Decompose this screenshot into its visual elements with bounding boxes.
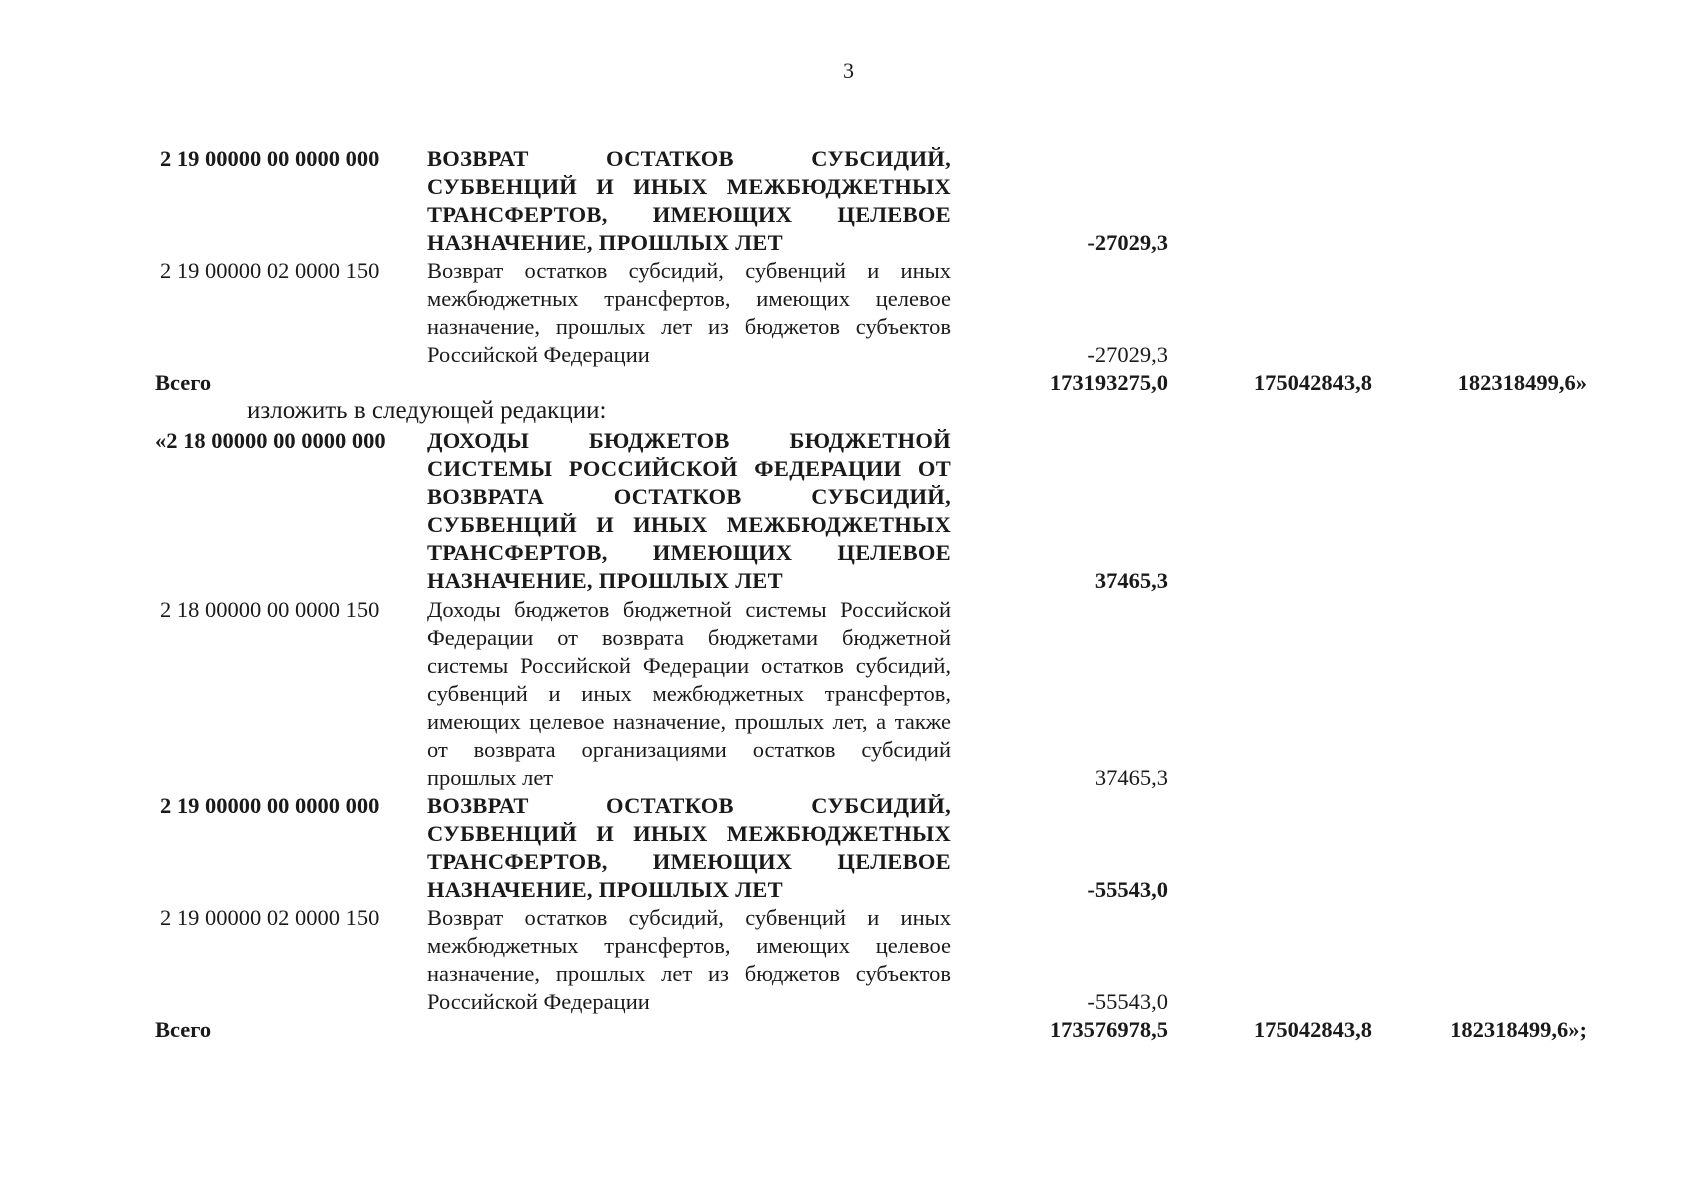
row-value: -55543,0 [1087, 989, 1168, 1014]
total-value-2: 175042843,8 [1253, 1017, 1372, 1042]
row-code: «2 18 00000 00 0000 000 [155, 428, 386, 453]
total-value-1: 173193275,0 [1049, 370, 1168, 395]
row-code: 2 19 00000 00 0000 000 [160, 146, 380, 171]
row-name: Доходы бюджетов бюджетной системы Российской Федерации от возврата бюджетами бюджетной системы Российской Федерации остатков субсидий, субвенций и иных межбюджетных трансфертов, имеющих целевое назначение, прошлых лет, а также от возврата организациями остатков субсидий прошлых лет [427, 597, 951, 790]
total-value-3: 182318499,6»; [1450, 1017, 1587, 1042]
row-name: Возврат остатков субсидий, субвенций и иных межбюджетных трансфертов, имеющих целевое назначение, прошлых лет из бюджетов субъектов Российской Федерации [427, 258, 951, 367]
page-number: 3 [843, 58, 854, 83]
row-code: 2 19 00000 02 0000 150 [160, 258, 380, 283]
row-name: ДОХОДЫ БЮДЖЕТОВ БЮДЖЕТНОЙ СИСТЕМЫ РОССИЙСКОЙ ФЕДЕРАЦИИ ОТ ВОЗВРАТА ОСТАТКОВ СУБСИДИЙ, СУБВЕНЦИЙ И ИНЫХ МЕЖБЮДЖЕТНЫХ ТРАНСФЕРТОВ, ИМЕЮЩИХ ЦЕЛЕВОЕ НАЗНАЧЕНИЕ, ПРОШЛЫХ ЛЕТ [427, 428, 951, 593]
total-label: Всего [155, 370, 212, 395]
row-value: -27029,3 [1087, 230, 1168, 255]
row-name: ВОЗВРАТ ОСТАТКОВ СУБСИДИЙ, СУБВЕНЦИЙ И ИНЫХ МЕЖБЮДЖЕТНЫХ ТРАНСФЕРТОВ, ИМЕЮЩИХ ЦЕЛЕВОЕ НАЗНАЧЕНИЕ, ПРОШЛЫХ ЛЕТ [427, 793, 951, 902]
row-value: -27029,3 [1087, 342, 1168, 367]
row-value: 37465,3 [1094, 568, 1168, 593]
row-value: -55543,0 [1087, 877, 1168, 902]
intro-text: изложить в следующей редакции: [247, 397, 607, 424]
row-name: ВОЗВРАТ ОСТАТКОВ СУБСИДИЙ, СУБВЕНЦИЙ И ИНЫХ МЕЖБЮДЖЕТНЫХ ТРАНСФЕРТОВ, ИМЕЮЩИХ ЦЕЛЕВОЕ НАЗНАЧЕНИЕ, ПРОШЛЫХ ЛЕТ [427, 146, 951, 255]
total-value-1: 173576978,5 [1049, 1017, 1168, 1042]
total-label: Всего [155, 1017, 212, 1042]
row-name: Возврат остатков субсидий, субвенций и иных межбюджетных трансфертов, имеющих целевое назначение, прошлых лет из бюджетов субъектов Российской Федерации [427, 905, 951, 1014]
row-code: 2 19 00000 00 0000 000 [160, 793, 380, 818]
row-code: 2 18 00000 00 0000 150 [160, 597, 380, 622]
row-value: 37465,3 [1094, 765, 1168, 790]
row-code: 2 19 00000 02 0000 150 [160, 905, 380, 930]
total-value-3: 182318499,6» [1457, 370, 1587, 395]
total-value-2: 175042843,8 [1253, 370, 1372, 395]
